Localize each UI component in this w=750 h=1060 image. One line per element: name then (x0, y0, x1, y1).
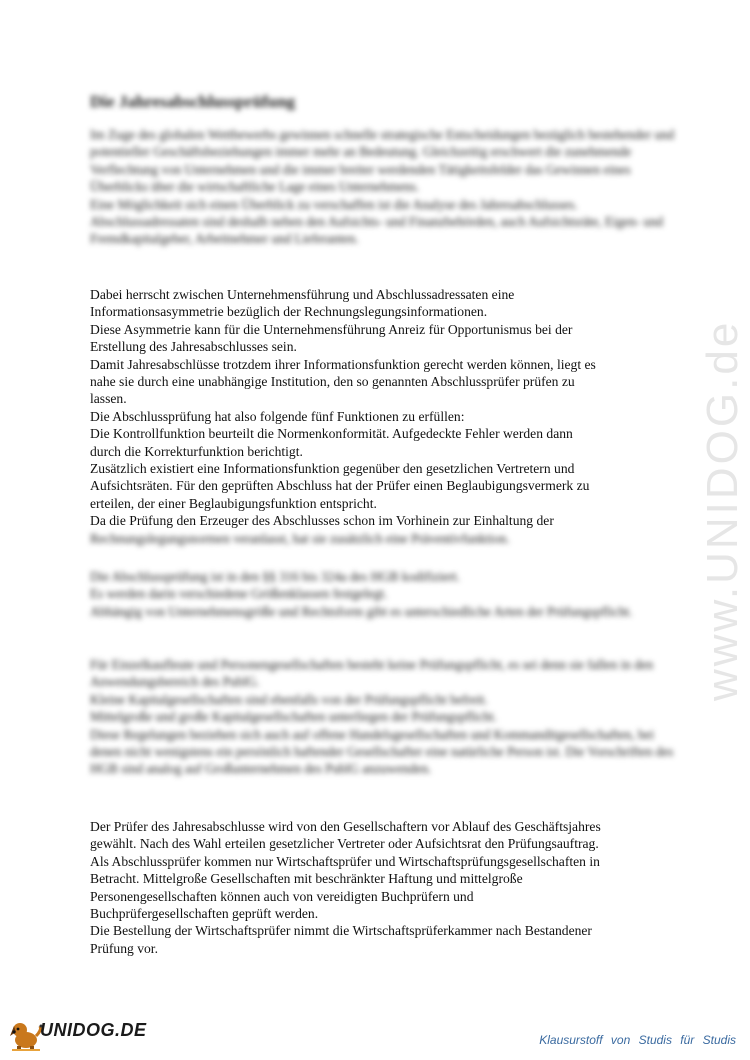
intro-paragraph-2: Eine Möglichkeit sich einen Überblick zu verschaffen ist die Analyse des Jahresabschlusses. Abschlussadressaten sind deshalb neben den Aufsichts- und Finanzbehörden, auch Aufsichtsräte, Eigen- und Fremdkapitalgeber, Arbeitnehmer und Lieferanten. (90, 196, 664, 247)
blurred-paragraph: Es werden darin verschiedene Größenklassen festgelegt. (90, 586, 388, 602)
text-line: Die Kontrollfunktion beurteilt die Normenkonformität. Aufgedeckte Fehler werden dann (90, 426, 573, 442)
text-line: Zusätzlich existiert eine Informationsfunktion gegenüber den gesetzlichen Vertretern und (90, 461, 575, 477)
text-line: Prüfung vor. (90, 940, 158, 956)
text-line: Buchprüfergesellschaften geprüft werden. (90, 906, 319, 922)
intro-paragraph-1: Im Zuge des globalen Wettbewerbs gewinnen schnelle strategische Entscheidungen bezüglich bestehender und potentieller Geschäftsbeziehungen immer mehr an Bedeutung. Gleichzeitig erschwert die zunehmende Verflechtung von Unternehmen und die immer breiter werdenden Tätigkeitsfelder das Gewinnen eines Überblicks über die wirtschaftliche Lage eines Unternehmens. (90, 127, 675, 195)
text-line: Damit Jahresabschlüsse trotzdem ihrer Informationsfunktion gerecht werden können, liegt es (90, 356, 596, 372)
blurred-paragraph: Abhängig von Unternehmensgröße und Rechtsform gibt es unterschiedliche Arten der Prüfungspflicht. (90, 603, 633, 619)
text-line: Personengesellschaften können auch von vereidigten Buchprüfern und (90, 888, 474, 904)
text-line: durch die Korrekturfunktion berichtigt. (90, 443, 303, 459)
document-title: Die Jahresabschlussprüfung (90, 92, 296, 111)
text-line: Diese Asymmetrie kann für die Unternehmensführung Anreiz für Opportunismus bei der (90, 321, 573, 337)
text-line: gewählt. Nach des Wahl erteilen gesetzlicher Vertreter oder Aufsichtsrat den Prüfungsauftrag. (90, 836, 599, 852)
logo-text: UNIDOG.DE (40, 1020, 147, 1040)
blurred-paragraph: Für Einzelkaufleute und Personengesellschaften besteht keine Prüfungspflicht, es sei denn sie fallen in den Anwendungsbereich des PublG. (90, 657, 654, 690)
blurred-paragraph: Mittelgroße und große Kapitalgesellschaften unterliegen der Prüfungspflicht. (90, 709, 497, 725)
text-line: Erstellung des Jahresabschlusses sein. (90, 339, 297, 355)
blurred-section-3 (90, 656, 680, 778)
text-line: Der Prüfer des Jahresabschlusse wird von den Gesellschaftern vor Ablauf des Geschäftsjahres (90, 819, 601, 834)
text-line: Betracht. Mittelgroße Gesellschaften mit beschränkter Haftung und mittelgroße (90, 871, 523, 887)
blurred-text-line: Rechnungslegungsnormen veranlasst, hat sie zusätzlich eine Präventivfunktion. (90, 530, 510, 546)
text-line: Die Bestellung der Wirtschaftsprüfer nimmt die Wirtschaftsprüferkammer nach Bestandener (90, 923, 592, 939)
intro-section (90, 126, 680, 248)
text-line: Als Abschlussprüfer kommen nur Wirtschaftsprüfer und Wirtschaftsprüfungsgesellschaften in (90, 853, 600, 869)
footer-tagline: Klausurstoff von Studis für Studis (539, 1033, 736, 1047)
blurred-paragraph: Die Abschlussprüfung ist in den §§ 316 bis 324a des HGB kodifiziert. (90, 569, 460, 584)
text-line: erteilen, der einer Beglaubigungsfunktion entspricht. (90, 495, 377, 511)
main-section (90, 286, 680, 547)
watermark: www.UNIDOG.de (698, 319, 747, 701)
text-line: Aufsichtsräten. Für den geprüften Abschluss hat der Prüfer einen Beglaubigungsvermerk zu (90, 478, 590, 494)
text-line: Dabei herrscht zwischen Unternehmensführung und Abschlussadressaten eine (90, 287, 515, 302)
blurred-section-2 (90, 568, 680, 620)
final-section (90, 818, 680, 957)
text-line: nahe sie durch eine unabhängige Institution, den so genannten Abschlussprüfer prüfen zu (90, 374, 575, 390)
text-line: Die Abschlussprüfung hat also folgende fünf Funktionen zu erfüllen: (90, 408, 465, 424)
text-line: Da die Prüfung den Erzeuger des Abschlusses schon im Vorhinein zur Einhaltung der (90, 513, 554, 529)
text-line: Informationsasymmetrie bezüglich der Rechnungslegungsinformationen. (90, 304, 488, 320)
blurred-paragraph: Kleine Kapitalgesellschaften sind ebenfalls von der Prüfungspflicht befreit. (90, 691, 488, 707)
text-line: lassen. (90, 391, 127, 407)
blurred-paragraph: Diese Regelungen beziehen sich auch auf offene Handelsgesellschaften und Kommanditgesellschaften, bei denen nicht wenigstens ein persönlich haftender Gesellschafter eine natürliche Person ist. Die Vorschriften des HGB sind analog auf Großunternehmen des PublG anzuwenden. (90, 726, 674, 777)
